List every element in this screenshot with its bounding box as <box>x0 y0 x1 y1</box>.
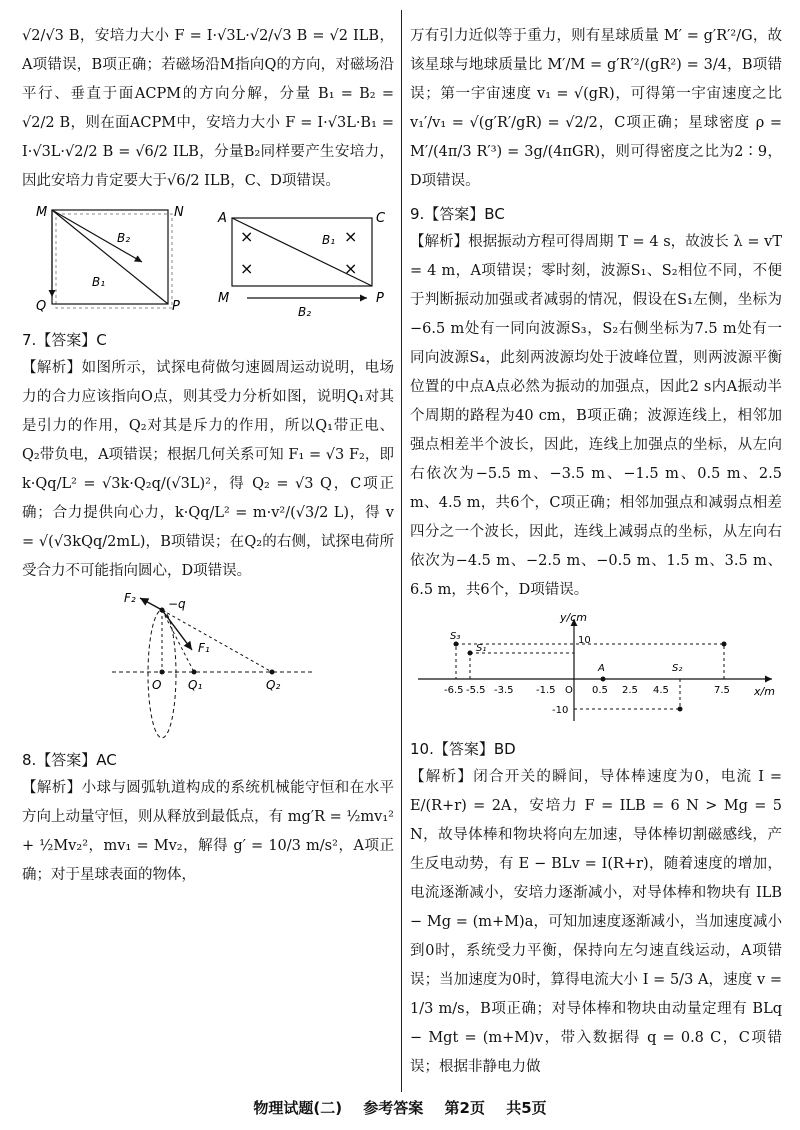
fig2-label-q: −q <box>168 597 186 611</box>
fig3-xtick: -3.5 <box>494 685 514 696</box>
q9-analysis: 【解析】根据振动方程可得周期 T = 4 s，故波长 λ = vT = 4 m，A项错误；零时刻，波源S₁、S₂相位不同，不便于判断振动加强或者减弱的情况，假设在S₁左侧，坐标为−6.5 m处有一同向波源S₃，S₂右侧坐标为7.5 m处有一同向波源S₄，此刻两波源均处于波峰位置，则两波源平衡位置的中点A点必然为振动的加强点，因此2 s内A振动半个周期的路程为40 cm，B项正确；波源连线上，相邻加强点相差半个波长，因此，连线上加强点的坐标，从左向右依次为−5.5 m、−3.5 m、−1.5 m、0.5 m、2.5 m、4.5 m，共6个，C项正确；相邻加强点和减弱点相差四分之一个波长，因此，连线上减弱点的坐标，从左向右依次为−4.5 m、−2.5 m、−0.5 m、1.5 m、3.5 m、6.5 m，共6个，D项错误。 <box>410 234 782 598</box>
footer-doc: 参考答案 <box>363 1099 424 1117</box>
svg-text:×: × <box>344 227 358 246</box>
q9-answer: 9.【答案】BC <box>410 205 505 223</box>
fig2-label-Q2: Q₂ <box>266 678 281 692</box>
svg-text:×: × <box>240 259 254 278</box>
fig3-ytick-neg10: -10 <box>552 705 569 716</box>
fig1-label-C: C <box>376 211 386 226</box>
fig3-ylabel: y/cm <box>560 611 587 624</box>
fig3-xtick: -1.5 <box>536 685 556 696</box>
fig1-label-B2-right: B₂ <box>298 305 312 319</box>
fig3-point-S3: S₃ <box>450 631 461 642</box>
svg-text:×: × <box>344 259 358 278</box>
fig2-label-Q1: Q₁ <box>188 678 203 692</box>
svg-text:×: × <box>240 227 254 246</box>
fig3-xtick: -6.5 <box>444 685 464 696</box>
fig3-point-A: A <box>598 663 605 674</box>
fig3-point-S1: S₁ <box>476 643 487 654</box>
fig2-label-O: O <box>152 678 162 692</box>
fig1-label-A: A <box>218 211 227 226</box>
fig3-point-S2: S₂ <box>672 663 683 674</box>
q8-analysis: 【解析】小球与圆弧轨道构成的系统机械能守恒和在水平方向上动量守恒，则从释放到最低点，有 mg′R = ½mv₁² + ½Mv₂²，mv₁ = Mv₂，解得 g′ = 10/3 m/s²，A项正确；对于星球表面的物体， <box>22 780 394 883</box>
figure-charges <box>22 592 394 740</box>
column-divider <box>401 10 402 1092</box>
q8-analysis-continued: 万有引力近似等于重力，则有星球质量 M′ = g′R′²/G，故该星球与地球质量比 M′/M = g′R′²/(gR²) = 3/4，B项错误；第一宇宙速度 v₁ = √(gR)，可得第一宇宙速度之比 v₁′/v₁ = √(g′R′/gR) = √2/2，C项正确；星球密度 ρ = M′/(4π/3 R′³) = 3g/(4πGR)，则可得密度之比为2∶9，D项错误。 <box>410 28 782 189</box>
fig1-label-M: M <box>36 205 48 220</box>
fig1-label-P-right: P <box>376 291 384 306</box>
fig3-xlabel: x/m <box>754 685 775 698</box>
footer-total: 共5页 <box>506 1099 547 1117</box>
fig2-label-F1: F₁ <box>198 641 210 655</box>
fig1-label-N: N <box>174 205 184 220</box>
fig3-ytick-10: 10 <box>578 635 591 646</box>
q6-analysis-continued: √2/√3 B，安培力大小 F = I·√3L·√2/√3 B = √2 ILB，A项错误，B项正确；若磁场沿M指向Q的方向，对磁场沿平行、垂直于面ACPM的方向分解，分量 B₁ = B₂ = √2/2 B，则在面ACPM中，安培力大小 F = I·√3L·B₁ = I·√3L·√2/2 B = √6/2 ILB，分量B₂同样要产生安培力，因此安培力肯定要大于√6/2 ILB，C、D项错误。 <box>22 28 394 189</box>
page-footer <box>0 1097 800 1118</box>
figure-wave-graph <box>410 611 782 729</box>
figure-magnetic-field <box>22 202 394 320</box>
fig3-xtick: -5.5 <box>466 685 486 696</box>
fig1-label-M-right: M <box>218 291 230 306</box>
fig1-label-Q: Q <box>36 299 47 314</box>
footer-subject: 物理试题(二) <box>253 1099 343 1117</box>
fig1-label-B1: B₁ <box>92 275 106 289</box>
q10-answer: 10.【答案】BD <box>410 740 516 758</box>
right-column <box>410 22 782 1082</box>
q8-answer: 8.【答案】AC <box>22 751 117 769</box>
q10-analysis: 【解析】闭合开关的瞬间，导体棒速度为0，电流 I = E/(R+r) = 2A，安培力 F = ILB = 6 N > Mg = 5 N，故导体棒和物块将向左加速，导体棒切割磁感线，产生反电动势，有 E − BLv = I(R+r)，随着速度的增加，电流逐渐减小，安培力逐渐减小，对导体棒和物块有 ILB − Mg = (m+M)a，可知加速度逐渐减小，当加速度减小到0时，系统受力平衡，保持向左匀速直线运动，A项错误；当加速度为0时，算得电流大小 I = 5/3 A，速度 v = 1/3 m/s，B项正确；对导体棒和物块由动量定理有 BLq − Mgt = (m+M)v，带入数据得 q = 0.8 C，C项错误；根据非静电力做 <box>410 769 782 1075</box>
fig1-label-B2: B₂ <box>117 231 131 245</box>
left-column <box>22 22 394 890</box>
fig3-xtick: 7.5 <box>714 685 730 696</box>
fig3-xtick: 4.5 <box>653 685 669 696</box>
fig1-label-P: P <box>172 299 180 314</box>
fig3-xtick: O <box>565 685 573 696</box>
footer-page: 第2页 <box>444 1099 485 1117</box>
fig3-xtick: 0.5 <box>592 685 608 696</box>
fig1-label-B1-right: B₁ <box>322 233 336 247</box>
q7-answer: 7.【答案】C <box>22 331 107 349</box>
q7-analysis: 【解析】如图所示，试探电荷做匀速圆周运动说明，电场力的合力应该指向O点，则其受力分析如图，说明Q₁对其是引力的作用，Q₂对其是斥力的作用，所以Q₁带正电、Q₂带负电，A项错误；根据几何关系可知 F₁ = √3 F₂，即 k·Qq/L² = √3k·Q₂q/(√3L)²，得 Q₂ = √3 Q，C项正确；合力提供向心力，k·Qq/L² = m·v²/(√3/2 L)，得 v = √(√3kQq/2mL)，B项错误；在Q₂的右侧，试探电荷所受合力不可能指向圆心，D项错误。 <box>22 360 394 579</box>
fig3-xtick: 2.5 <box>622 685 638 696</box>
fig2-label-F2: F₂ <box>124 592 136 605</box>
